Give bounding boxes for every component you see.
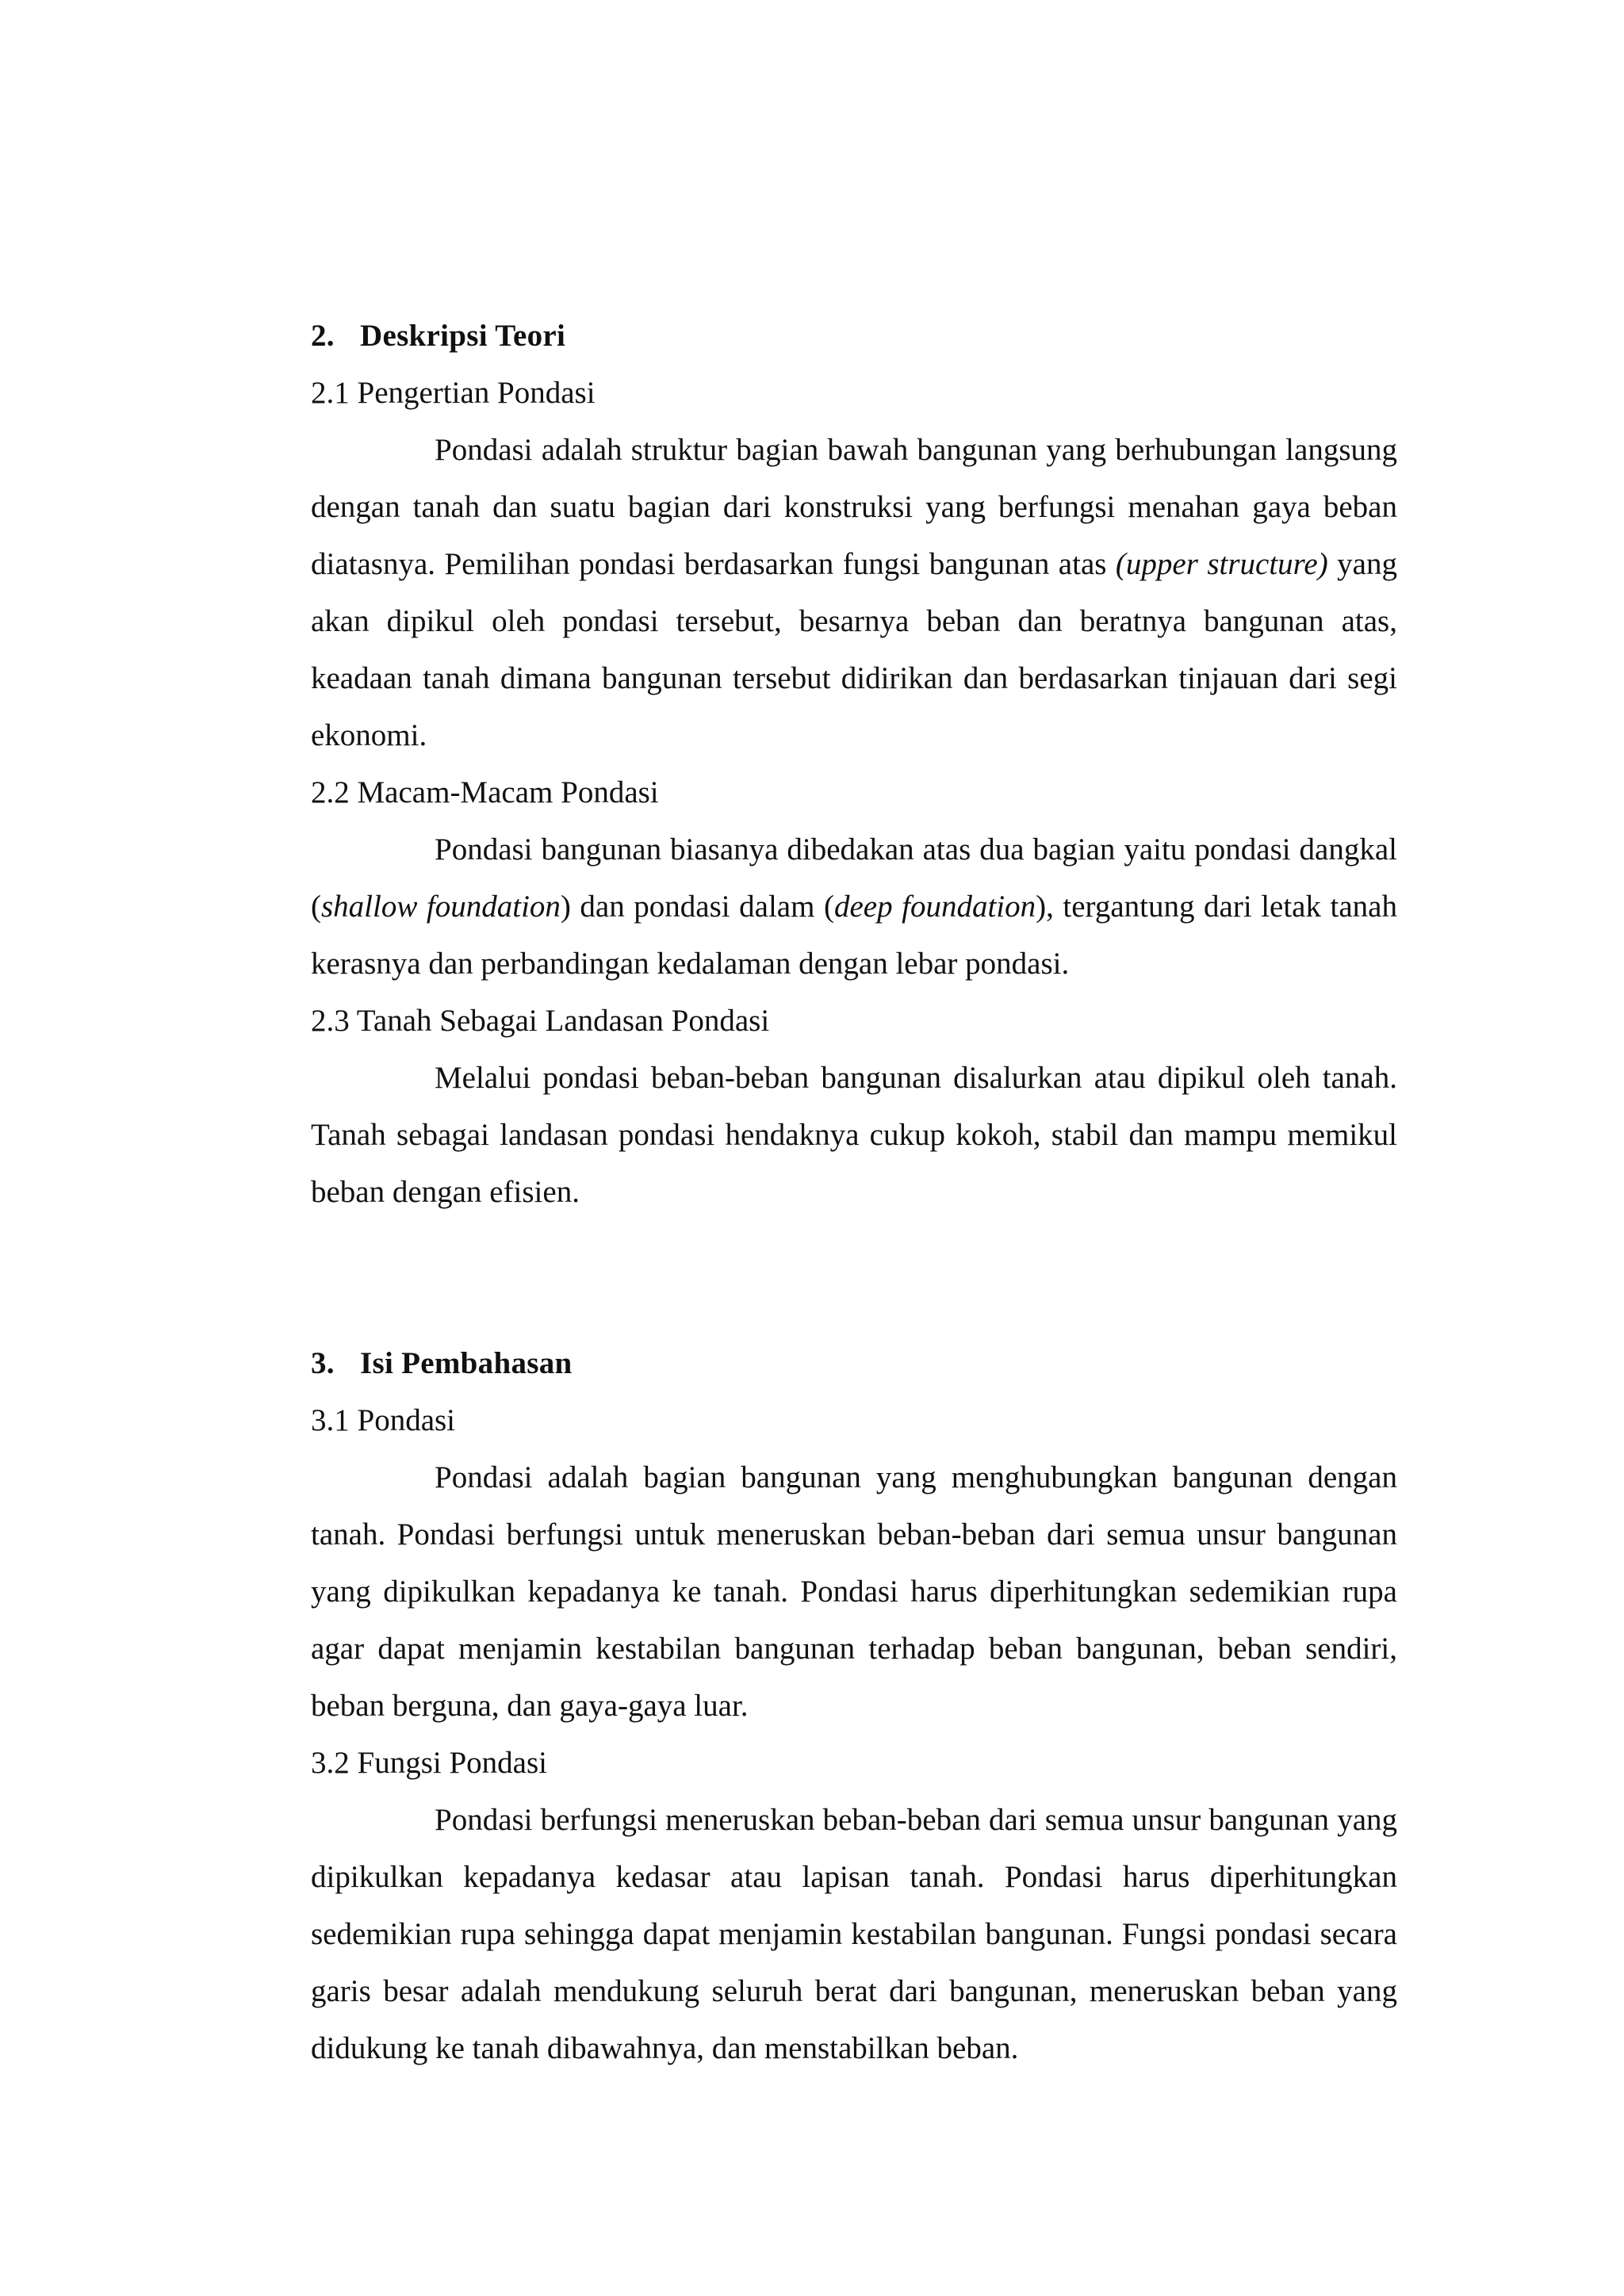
section-number: 2. bbox=[311, 319, 335, 353]
subsection-heading-3-2: 3.2 Fungsi Pondasi bbox=[311, 1746, 547, 1780]
italic-term: deep foundation bbox=[833, 890, 1036, 924]
subsection-heading-2-2: 2.2 Macam-Macam Pondasi bbox=[311, 775, 659, 809]
paragraph-pondasi: Pondasi adalah bagian bangunan yang menghubungkan bangunan dengan tanah. Pondasi berfungsi untuk meneruskan beban-beban dari semua unsur bangunan yang dipikulkan kepadanya ke tanah. Pondasi harus diperhitungkan sedemikian rupa agar dapat menjamin kestabilan bangunan terhadap beban bangunan, beban sendiri, beban berguna, dan gaya-gaya luar. bbox=[311, 1460, 1397, 1723]
section-number: 3. bbox=[311, 1346, 335, 1380]
italic-term: (upper structure) bbox=[1115, 547, 1328, 581]
paragraph-macam-macam-pondasi: Pondasi bangunan biasanya dibedakan atas dua bagian yaitu pondasi dangkal (shallow foundation) dan pondasi dalam (deep foundation), tergantung dari letak tanah kerasnya dan perbandingan kedalaman dengan lebar pondasi. bbox=[311, 832, 1397, 981]
italic-term: shallow foundation bbox=[321, 890, 561, 924]
paragraph-pengertian-pondasi: Pondasi adalah struktur bagian bawah bangunan yang berhubungan langsung dengan tanah dan suatu bagian dari konstruksi yang berfungsi menahan gaya beban diatasnya. Pemilihan pondasi berdasarkan fungsi bangunan atas (upper structure) yang akan dipikul oleh pondasi tersebut, besarnya beban dan beratnya bangunan atas, keadaan tanah dimana bangunan tersebut didirikan dan berdasarkan tinjauan dari segi ekonomi. bbox=[311, 433, 1397, 752]
document-body bbox=[311, 308, 1397, 2077]
subsection-heading-2-3: 2.3 Tanah Sebagai Landasan Pondasi bbox=[311, 1004, 770, 1038]
section-heading-deskripsi-teori bbox=[311, 308, 1397, 365]
section-title: Deskripsi Teori bbox=[360, 319, 566, 353]
subsection-heading-2-1: 2.1 Pengertian Pondasi bbox=[311, 376, 596, 410]
paragraph-tanah-landasan: Melalui pondasi beban-beban bangunan disalurkan atau dipikul oleh tanah. Tanah sebagai landasan pondasi hendaknya cukup kokoh, stabil dan mampu memikul beban dengan efisien. bbox=[311, 1061, 1397, 1209]
subsection-heading-3-1: 3.1 Pondasi bbox=[311, 1403, 456, 1437]
paragraph-fungsi-pondasi: Pondasi berfungsi meneruskan beban-beban dari semua unsur bangunan yang dipikulkan kepadanya kedasar atau lapisan tanah. Pondasi harus diperhitungkan sedemikian rupa sehingga dapat menjamin kestabilan bangunan. Fungsi pondasi secara garis besar adalah mendukung seluruh berat dari bangunan, meneruskan beban yang didukung ke tanah dibawahnya, dan menstabilkan beban. bbox=[311, 1803, 1397, 2065]
section-title: Isi Pembahasan bbox=[360, 1346, 573, 1380]
section-heading-isi-pembahasan bbox=[311, 1335, 1397, 1392]
